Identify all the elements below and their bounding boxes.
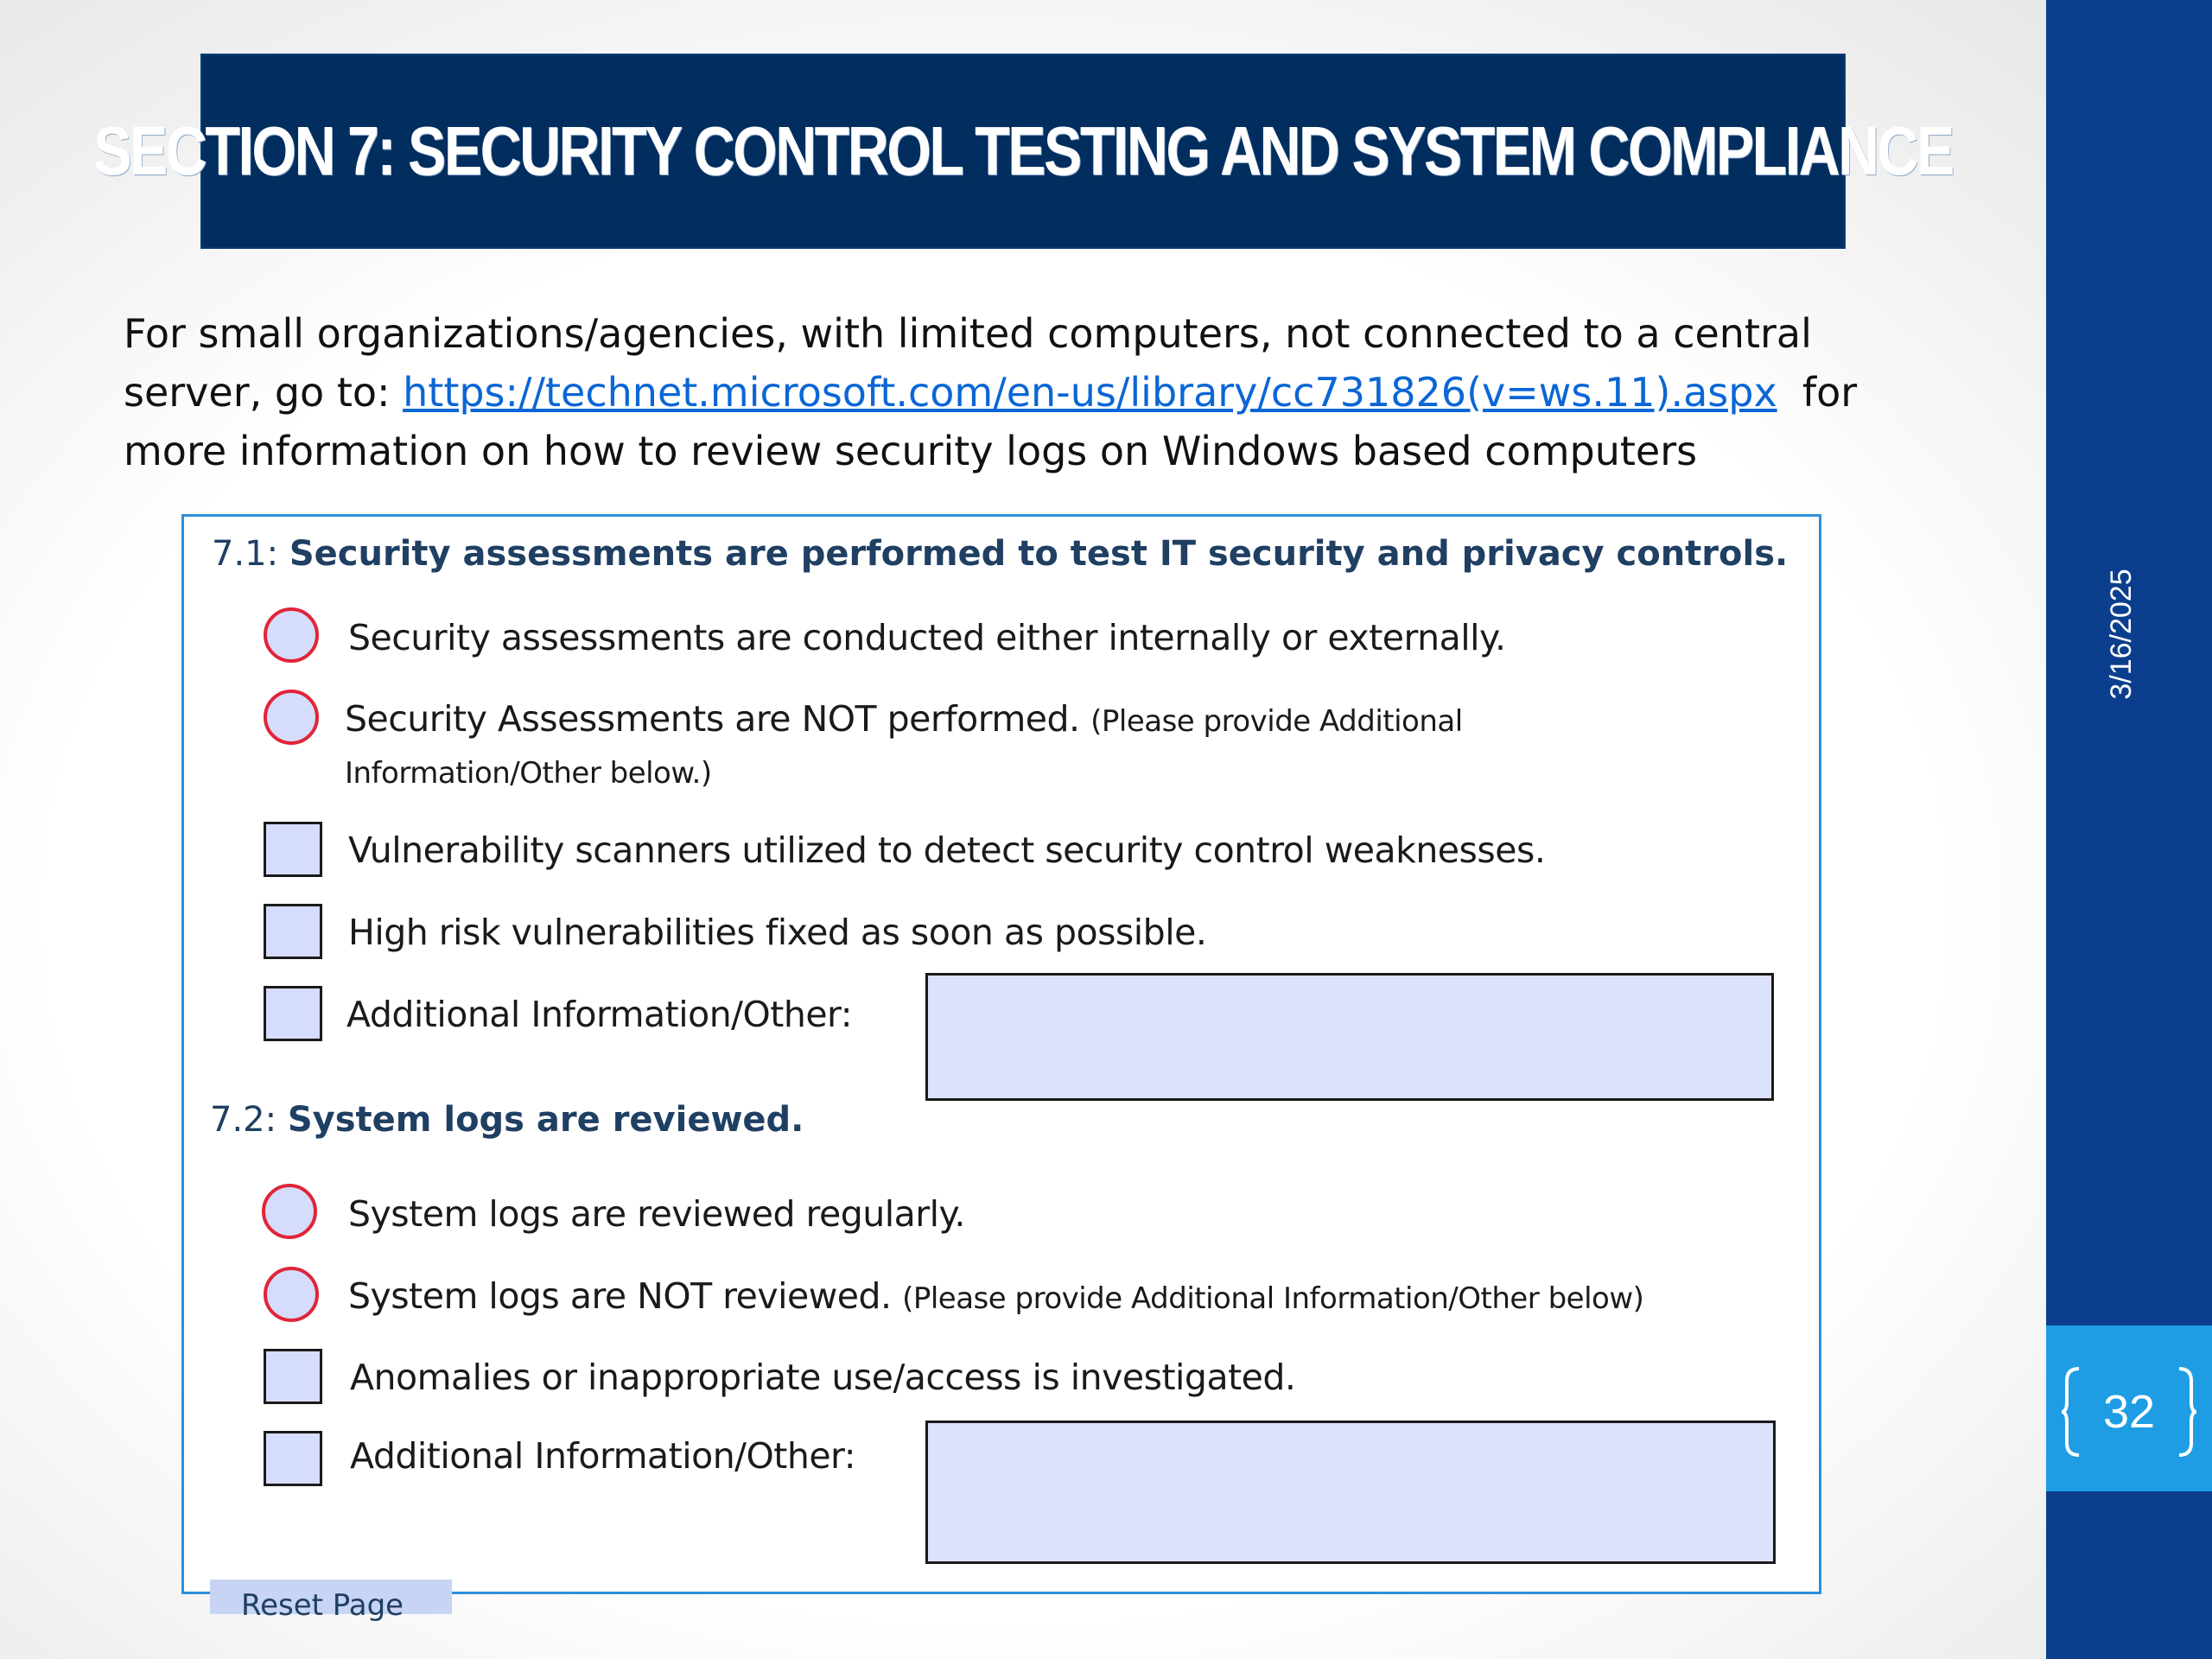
section-7-2-heading [210,1100,804,1140]
radio-logs-reviewed-label: System logs are reviewed regularly. [348,1193,965,1235]
section-7-1-heading [212,534,1788,574]
radio-assessments-not-performed-label [345,698,1463,740]
checkbox-additional-info-7-2[interactable] [264,1431,322,1486]
radio-assessments-conducted[interactable] [264,607,319,663]
section-7-2-number: 7.2: [210,1100,288,1140]
radio-logs-not-reviewed-note: (Please provide Additional Information/Other below) [902,1281,1644,1316]
section-7-2-title: System logs are reviewed. [287,1100,804,1140]
checkbox-vulnerability-scanners[interactable] [264,822,322,877]
additional-info-7-2-field[interactable] [925,1421,1776,1564]
slide-date: 3/16/2025 [2105,569,2138,700]
radio-assessments-not-performed[interactable] [264,690,319,745]
radio-assessments-not-performed-text: Security Assessments are NOT performed. [345,698,1091,740]
section-7-1-title: Security assessments are performed to test IT security and privacy controls. [289,534,1789,574]
technet-link[interactable]: https://technet.microsoft.com/en-us/library/cc731826(v=ws.11).aspx [403,369,1777,416]
checkbox-additional-info-7-2-label: Additional Information/Other: [350,1435,856,1477]
compliance-form [181,514,1821,1623]
radio-assessments-not-performed-note: (Please provide Additional [1090,704,1463,739]
checkbox-high-risk-fixed-label: High risk vulnerabilities fixed as soon as possible. [348,912,1207,953]
radio-logs-not-reviewed-label [348,1275,1643,1317]
radio-logs-not-reviewed[interactable] [264,1267,319,1322]
checkbox-additional-info-7-1[interactable] [264,986,322,1041]
radio-assessments-not-performed-note-cont: Information/Other below.) [345,756,712,791]
checkbox-anomalies-investigated[interactable] [264,1349,322,1404]
checkbox-high-risk-fixed[interactable] [264,904,322,959]
section-banner [93,54,1953,249]
intro-paragraph [124,304,1929,480]
reset-page-button[interactable]: Reset Page [210,1580,452,1614]
additional-info-7-1-field[interactable] [925,973,1774,1101]
radio-assessments-conducted-label: Security assessments are conducted either internally or externally. [348,617,1506,658]
section-7-1-number: 7.1: [212,534,289,574]
checkbox-additional-info-7-1-label: Additional Information/Other: [346,994,853,1035]
page-number: 32 [2102,1386,2156,1438]
intro-text-after: for more information on how to review security logs on Windows based computers [124,369,1870,474]
radio-logs-not-reviewed-text: System logs are NOT reviewed. [348,1275,903,1317]
checkbox-anomalies-investigated-label: Anomalies or inappropriate use/access is investigated. [350,1357,1296,1398]
section-title: SECTION 7: SECURITY CONTROL TESTING AND SYSTEM COMPLIANCE [93,112,1953,189]
radio-logs-reviewed[interactable] [262,1184,317,1239]
checkbox-vulnerability-scanners-label: Vulnerability scanners utilized to detect security control weaknesses. [348,830,1546,871]
intro-text-before: For small organizations/agencies, with limited computers, not connected to a central server, go to: [124,310,1812,416]
